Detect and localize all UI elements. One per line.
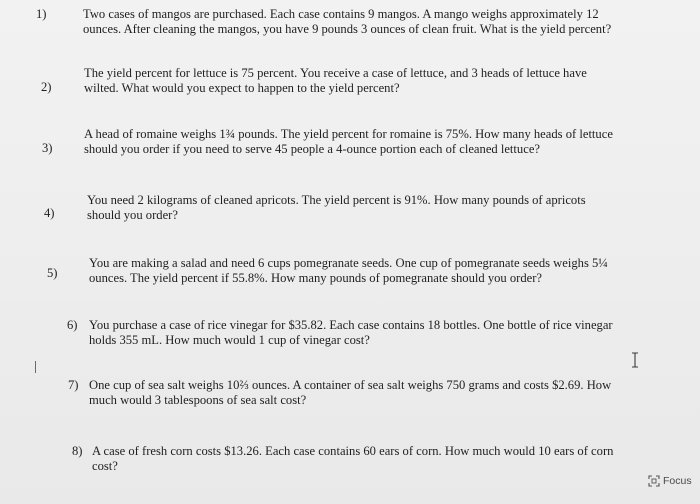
question-line: holds 355 mL. How much would 1 cup of vinegar cost? <box>89 333 370 347</box>
question-number: 4) <box>44 206 55 220</box>
question-number: 7) <box>68 378 79 392</box>
question-text <box>89 378 679 408</box>
question-text <box>89 318 679 348</box>
question-text <box>87 193 687 223</box>
question-text <box>84 127 694 157</box>
question-text <box>83 7 693 37</box>
question-line: A head of romaine weighs 1¾ pounds. The yield percent for romaine is 75%. How many heads of lettuce <box>84 127 613 141</box>
question-number: 6) <box>67 318 78 332</box>
focus-icon <box>648 475 660 487</box>
question-number: 8) <box>72 444 83 458</box>
question-number: 2) <box>41 80 52 94</box>
question-line: A case of fresh corn costs $13.26. Each case contains 60 ears of corn. How much would 10 ears of corn <box>92 444 614 458</box>
question-line: Two cases of mangos are purchased. Each case contains 9 mangos. A mango weighs approximately 12 <box>83 7 599 21</box>
focus-button-label: Focus <box>663 475 692 487</box>
question-line: The yield percent for lettuce is 75 percent. You receive a case of lettuce, and 3 heads of lettuce have <box>84 66 587 80</box>
question-number: 5) <box>47 266 58 280</box>
question-line: You are making a salad and need 6 cups pomegranate seeds. One cup of pomegranate seeds weighs 5¼ <box>89 256 608 270</box>
question-line: ounces. The yield percent if 55.8%. How many pounds of pomegranate should you order? <box>89 271 543 285</box>
question-number: 3) <box>42 141 53 155</box>
question-line: ounces. After cleaning the mangos, you have 9 pounds 3 ounces of clean fruit. What is the yield percent? <box>83 22 612 36</box>
question-line: cost? <box>92 459 118 473</box>
question-text <box>89 256 699 286</box>
question-line: You need 2 kilograms of cleaned apricots. The yield percent is 91%. How many pounds of apricots <box>87 193 586 207</box>
text-cursor-icon <box>630 352 640 368</box>
question-line: much would 3 tablespoons of sea salt cost? <box>89 393 307 407</box>
question-text <box>92 444 692 474</box>
question-number: 1) <box>36 7 47 21</box>
question-line: You purchase a case of rice vinegar for $35.82. Each case contains 18 bottles. One bottle of rice vinegar <box>89 318 613 332</box>
question-text <box>84 66 684 96</box>
margin-mark <box>35 361 36 373</box>
question-line: wilted. What would you expect to happen to the yield percent? <box>84 81 400 95</box>
question-line: One cup of sea salt weighs 10⅔ ounces. A container of sea salt weighs 750 grams and costs $2.69. How <box>89 378 612 392</box>
question-line: should you order if you need to serve 45 people a 4-ounce portion each of cleaned lettuce? <box>84 142 541 156</box>
focus-button[interactable] <box>648 471 692 491</box>
question-line: should you order? <box>87 208 178 222</box>
